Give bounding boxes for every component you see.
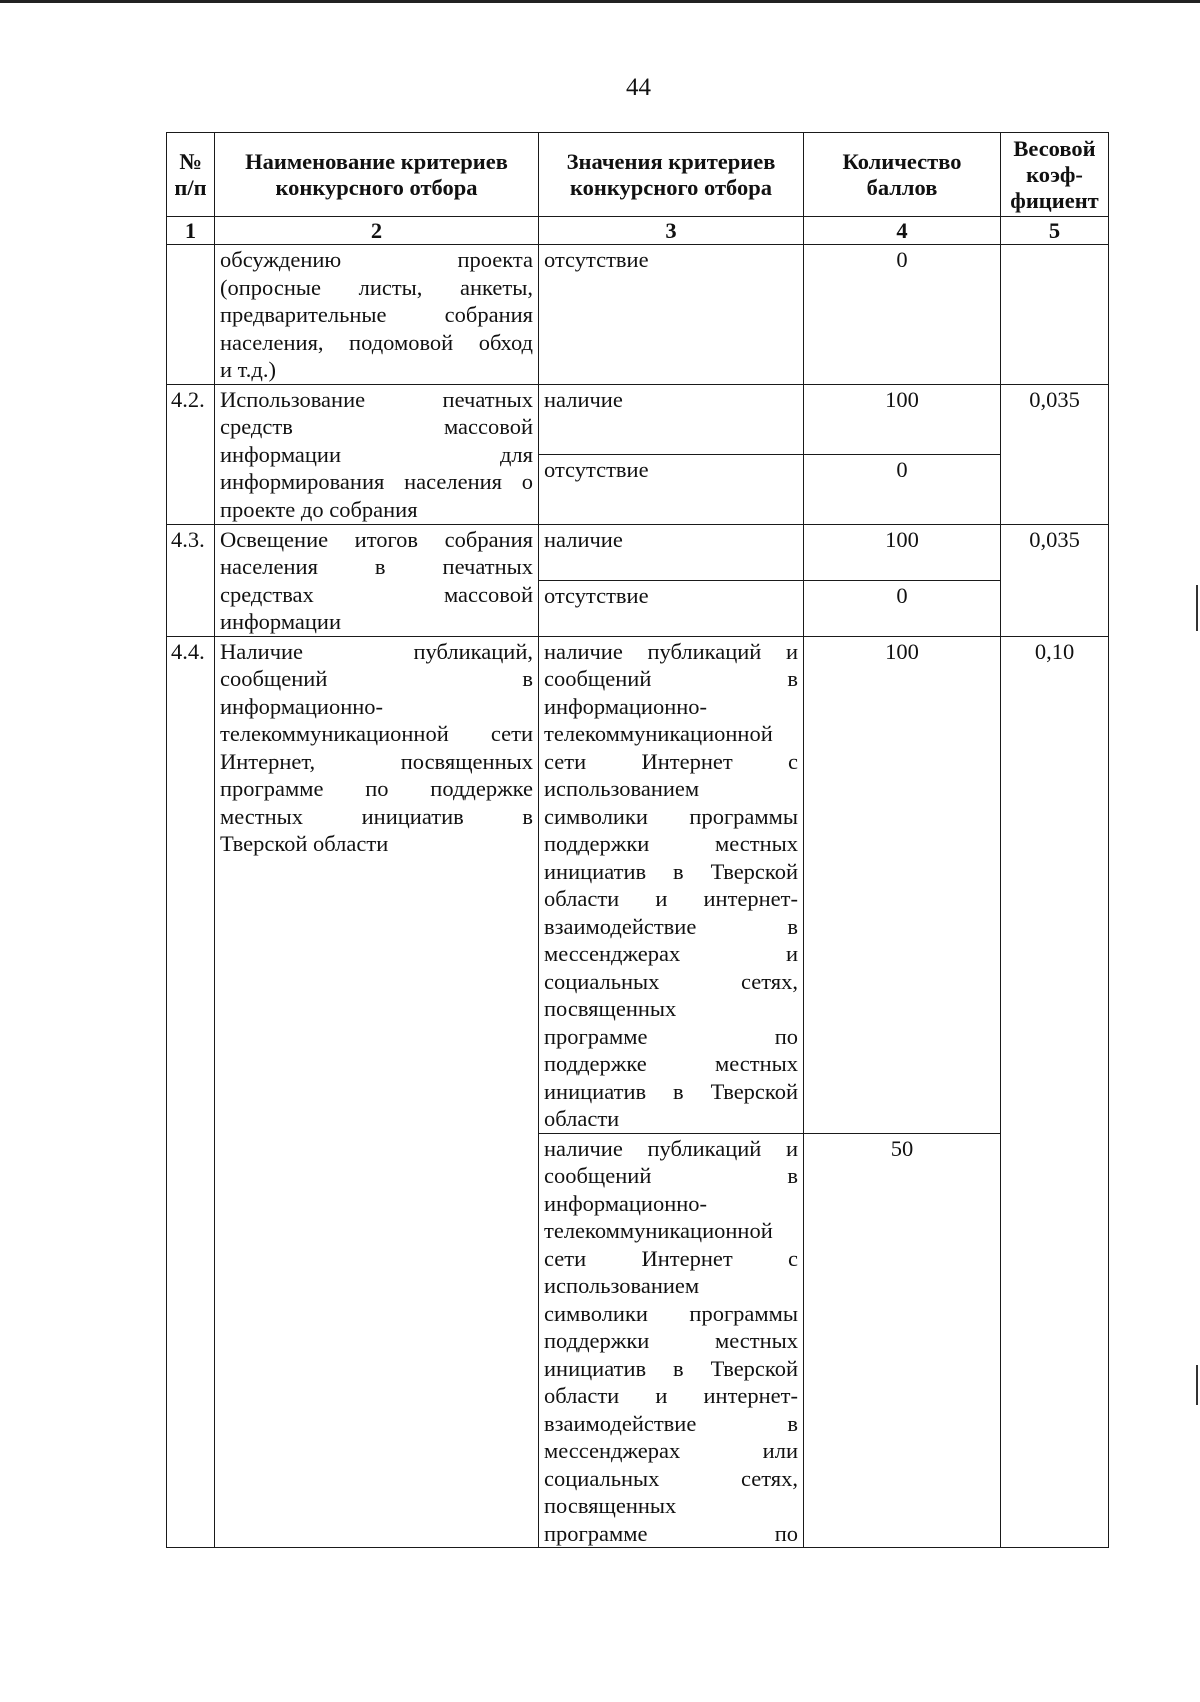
value-line: символики программы — [544, 803, 798, 829]
criterion-cell — [215, 524, 539, 636]
points-cell: 100 — [804, 636, 1001, 1133]
weight-cell: 0,10 — [1001, 636, 1109, 1548]
criterion-line: местных инициатив в — [220, 803, 533, 829]
table-row-4-4 — [167, 636, 1109, 1133]
value-line: поддержки местных — [544, 1328, 798, 1353]
value-line: сети Интернет с — [544, 1245, 798, 1271]
criterion-line: программе по поддержке — [220, 776, 533, 801]
value-line: поддержке местных — [544, 1051, 798, 1076]
row-num-cell: 4.3. — [167, 524, 215, 636]
criterion-cell — [215, 384, 539, 524]
value-line: инициатив в Тверской — [544, 1355, 798, 1381]
header-points: Количество баллов — [804, 133, 1001, 217]
points-cell: 100 — [804, 524, 1001, 580]
value-line: информационно- — [544, 1190, 708, 1216]
page-number: 44 — [626, 74, 651, 101]
column-number: 5 — [1001, 217, 1109, 245]
value-line: наличие публикаций и — [544, 638, 798, 664]
criterion-line: телекоммуникационной сети — [220, 721, 533, 746]
value-line: сети Интернет с — [544, 748, 798, 774]
scan-edge-mark — [1196, 1365, 1198, 1405]
value-cell — [539, 636, 804, 1133]
value-cell: отсутствие — [539, 245, 804, 385]
value-cell: отсутствие — [539, 454, 804, 524]
column-number: 4 — [804, 217, 1001, 245]
value-line: области — [544, 1106, 620, 1131]
value-line: наличие публикаций и — [544, 1135, 798, 1161]
weight-cell — [1001, 245, 1109, 385]
value-cell: наличие — [539, 384, 804, 454]
header-weight: Весовой коэф-фициент — [1001, 133, 1109, 217]
value-line: символики программы — [544, 1300, 798, 1326]
scan-edge-mark — [1196, 585, 1198, 631]
value-cell — [539, 1133, 804, 1548]
column-number: 2 — [215, 217, 539, 245]
header-num: № п/п — [167, 133, 215, 217]
weight-cell: 0,035 — [1001, 384, 1109, 524]
value-line: взаимодействие в — [544, 1410, 798, 1436]
value-cell: отсутствие — [539, 580, 804, 636]
points-cell: 0 — [804, 580, 1001, 636]
criterion-line: и т.д.) — [220, 357, 276, 382]
value-line: посвященных — [544, 996, 677, 1021]
header-criterion-name: Наименование критериев конкурсного отбора — [215, 133, 539, 217]
criterion-line: (опросные листы, анкеты, — [220, 274, 533, 300]
criterion-line: средств массовой — [220, 414, 533, 439]
header-row — [167, 133, 1109, 217]
value-line: поддержки местных — [544, 831, 798, 856]
column-number: 1 — [167, 217, 215, 245]
column-numbers-row — [167, 217, 1109, 245]
criterion-line: Наличие публикаций, — [220, 638, 533, 664]
points-cell: 50 — [804, 1133, 1001, 1548]
points-cell: 0 — [804, 454, 1001, 524]
criterion-cell — [215, 245, 539, 385]
value-line: мессенджерах или — [544, 1438, 798, 1463]
criterion-line: предварительные собрания — [220, 302, 533, 327]
criterion-line: сообщений в — [220, 666, 533, 691]
criteria-table — [166, 132, 1109, 1548]
row-num-cell: 4.2. — [167, 384, 215, 524]
value-line: телекоммуникационной — [544, 1218, 773, 1243]
criterion-line: средствах массовой — [220, 581, 533, 607]
value-line: социальных сетях, — [544, 968, 798, 994]
criterion-line: Освещение итогов собрания — [220, 526, 533, 552]
row-num-cell: 4.4. — [167, 636, 215, 1548]
value-line: инициатив в Тверской — [544, 1078, 798, 1104]
value-line: инициатив в Тверской — [544, 858, 798, 884]
table-row-4-2 — [167, 384, 1109, 454]
header-criterion-values: Значения критериев конкурсного отбора — [539, 133, 804, 217]
criterion-line: проекте до собрания — [220, 496, 418, 522]
criterion-line: информирования населения о — [220, 469, 533, 494]
criterion-line: Использование печатных — [220, 386, 533, 412]
criterion-line: Интернет, посвященных — [220, 748, 533, 774]
value-line: сообщений в — [544, 666, 798, 691]
value-line: программе по — [544, 1023, 798, 1049]
weight-cell: 0,035 — [1001, 524, 1109, 636]
value-line: телекоммуникационной — [544, 721, 773, 746]
row-num-cell — [167, 245, 215, 385]
value-line: социальных сетях, — [544, 1465, 798, 1491]
table-row-continued — [167, 245, 1109, 385]
value-line: мессенджерах и — [544, 941, 798, 966]
value-line: программе по — [544, 1520, 798, 1546]
value-line: посвященных — [544, 1493, 677, 1518]
value-line: области и интернет- — [544, 1383, 798, 1408]
value-cell: наличие — [539, 524, 804, 580]
table-row-4-3 — [167, 524, 1109, 580]
value-line: области и интернет- — [544, 886, 798, 911]
criterion-line: информационно- — [220, 693, 384, 719]
criterion-cell — [215, 636, 539, 1548]
value-line: информационно- — [544, 693, 708, 719]
column-number: 3 — [539, 217, 804, 245]
criterion-line: обсуждению проекта — [220, 247, 533, 272]
page-top-border — [0, 0, 1200, 3]
criterion-line: населения в печатных — [220, 554, 533, 579]
criterion-line: Тверской области — [220, 831, 389, 856]
criterion-line: населения, подомовой обход — [220, 329, 533, 355]
value-line: использованием — [544, 776, 700, 801]
criterion-line: информации — [220, 609, 342, 634]
criterion-line: информации для — [220, 441, 533, 467]
value-line: взаимодействие в — [544, 913, 798, 939]
value-line: использованием — [544, 1273, 700, 1298]
value-line: сообщений в — [544, 1163, 798, 1188]
points-cell: 0 — [804, 245, 1001, 385]
points-cell: 100 — [804, 384, 1001, 454]
